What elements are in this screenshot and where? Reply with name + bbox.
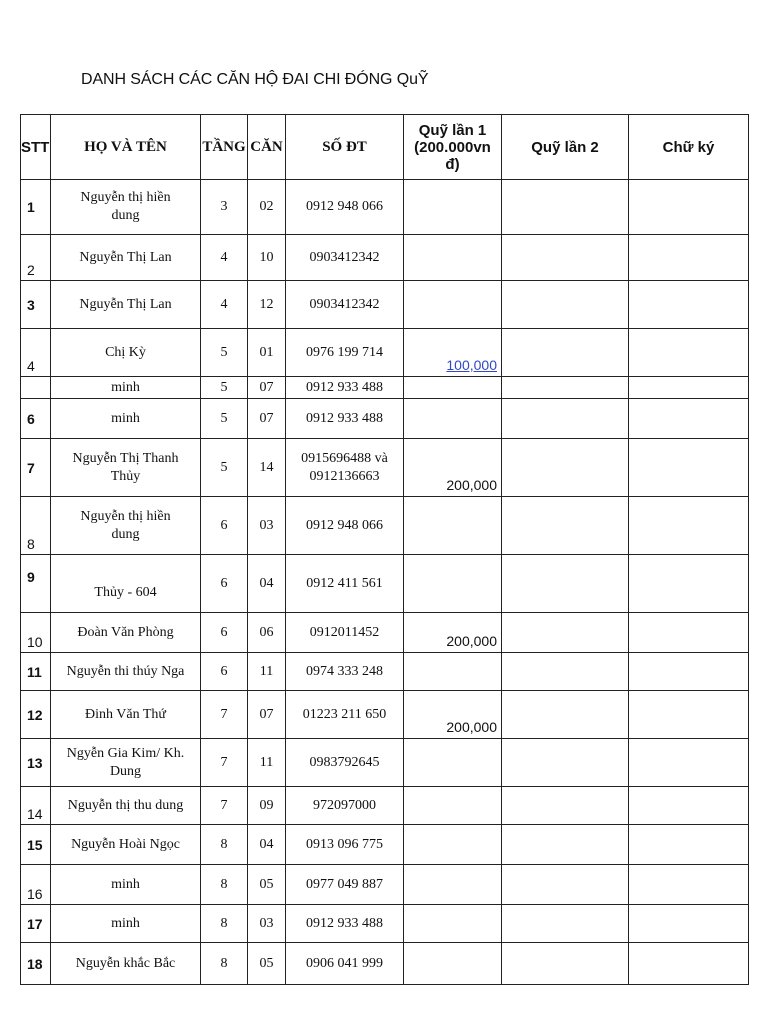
row-phone[interactable]: 0912 933 488 [286,377,404,399]
row-name-line1: Nguyễn thị hiền [80,508,171,524]
row-phone-line2: 0912136663 [309,468,380,484]
row-fund1[interactable] [404,235,502,281]
row-fund1[interactable] [404,865,502,905]
row-fund2[interactable] [502,377,629,399]
row-stt[interactable]: 10 [21,613,51,653]
row-floor[interactable]: 5 [201,329,248,377]
row-name-line2: Dung [109,763,142,779]
row-signature[interactable] [629,739,749,787]
row-apt[interactable]: 03 [248,497,286,555]
row-stt[interactable]: 17 [21,905,51,943]
row-floor[interactable]: 8 [201,825,248,865]
row-stt[interactable]: 15 [21,825,51,865]
row-fund1[interactable]: 200,000 [404,613,502,653]
row-fund2[interactable] [502,497,629,555]
fund1-link[interactable]: 100,000 [446,357,497,373]
row-fund2[interactable] [502,555,629,613]
row-apt[interactable]: 12 [248,281,286,329]
row-fund1[interactable] [404,377,502,399]
row-signature[interactable] [629,329,749,377]
row-name[interactable]: Chị Kỳ [51,329,201,377]
row-name[interactable] [51,497,201,555]
row-phone[interactable]: 0913 096 775 [286,825,404,865]
row-apt[interactable]: 06 [248,613,286,653]
row-apt[interactable]: 05 [248,865,286,905]
header-name[interactable]: HỌ VÀ TÊN [51,115,201,180]
table-row [21,653,749,691]
row-floor[interactable]: 6 [201,613,248,653]
row-name[interactable]: minh [51,865,201,905]
row-fund2[interactable] [502,787,629,825]
row-stt[interactable]: 1 [21,180,51,235]
row-fund1[interactable]: 200,000 [404,691,502,739]
row-apt[interactable]: 03 [248,905,286,943]
row-signature[interactable] [629,905,749,943]
row-floor[interactable]: 6 [201,653,248,691]
row-name[interactable]: Nguyễn khắc Bắc [51,943,201,985]
row-fund2[interactable] [502,329,629,377]
row-floor[interactable]: 6 [201,497,248,555]
row-name[interactable] [51,739,201,787]
row-name-line2: dung [111,208,140,223]
row-phone[interactable]: 0912 933 488 [286,399,404,439]
header-apt[interactable]: CĂN [248,115,286,180]
row-phone[interactable] [286,439,404,497]
header-fund1-line1: Quỹ lần 1 [418,121,487,139]
header-signature[interactable]: Chữ ký [629,115,749,180]
row-signature[interactable] [629,281,749,329]
row-phone[interactable]: 0983792645 [286,739,404,787]
table-row [21,377,749,399]
row-phone[interactable]: 0903412342 [286,235,404,281]
row-signature[interactable] [629,555,749,613]
row-stt[interactable]: 12 [21,691,51,739]
row-fund2[interactable] [502,235,629,281]
table-row [21,613,749,653]
row-fund2[interactable] [502,739,629,787]
row-name[interactable]: Đoàn Văn Phòng [51,613,201,653]
row-fund2[interactable] [502,180,629,235]
row-floor[interactable]: 6 [201,555,248,613]
row-signature[interactable] [629,235,749,281]
row-floor[interactable]: 3 [201,180,248,235]
row-fund1[interactable] [404,180,502,235]
row-name[interactable]: Thủy - 604 [51,555,201,613]
row-signature[interactable] [629,439,749,497]
row-fund2[interactable] [502,691,629,739]
row-name-line2: Thủy [110,468,141,484]
page-title: DANH SÁCH CÁC CĂN HỘ ĐAI CHI ĐÓNG QuỸ [81,71,429,88]
table-row [21,691,749,739]
row-name[interactable]: Đinh Văn Thứ [51,691,201,739]
row-fund2[interactable] [502,943,629,985]
row-name[interactable]: Nguyễn thị thu dung [51,787,201,825]
row-stt[interactable]: 7 [21,439,51,497]
row-floor[interactable]: 4 [201,235,248,281]
row-fund2[interactable] [502,905,629,943]
row-floor[interactable]: 7 [201,691,248,739]
row-phone[interactable]: 0977 049 887 [286,865,404,905]
header-fund2[interactable]: Quỹ lần 2 [502,115,629,180]
row-fund1[interactable] [404,497,502,555]
row-apt[interactable]: 10 [248,235,286,281]
row-signature[interactable] [629,180,749,235]
fund-table [20,114,749,985]
row-stt[interactable]: 18 [21,943,51,985]
row-phone[interactable]: 0906 041 999 [286,943,404,985]
table-row [21,905,749,943]
row-signature[interactable] [629,377,749,399]
row-fund1[interactable] [404,653,502,691]
row-apt[interactable]: 14 [248,439,286,497]
table-row [21,825,749,865]
header-phone[interactable]: SỐ ĐT [286,115,404,180]
row-fund1[interactable] [404,555,502,613]
row-signature[interactable] [629,653,749,691]
row-apt[interactable]: 07 [248,399,286,439]
row-fund1[interactable] [404,787,502,825]
header-floor[interactable]: TẦNG [201,115,248,180]
row-signature[interactable] [629,691,749,739]
row-floor[interactable]: 8 [201,865,248,905]
row-apt[interactable]: 01 [248,329,286,377]
row-phone[interactable]: 0912 411 561 [286,555,404,613]
table-row [21,329,749,377]
row-phone[interactable]: 0912 933 488 [286,905,404,943]
row-floor[interactable]: 8 [201,943,248,985]
row-signature[interactable] [629,787,749,825]
row-fund2[interactable] [502,399,629,439]
row-name[interactable]: minh [51,399,201,439]
header-fund1-line2: (200.000vn [414,138,491,156]
table-row [21,399,749,439]
table-row [21,739,749,787]
row-fund1[interactable] [404,739,502,787]
row-stt[interactable]: 14 [21,787,51,825]
row-name[interactable]: Nguyễn Hoài Ngọc [51,825,201,865]
row-floor[interactable]: 7 [201,787,248,825]
row-stt[interactable]: 9 [21,555,51,613]
table-row [21,235,749,281]
row-stt[interactable] [21,377,51,399]
row-phone[interactable]: 01223 211 650 [286,691,404,739]
row-fund2[interactable] [502,865,629,905]
table-row [21,865,749,905]
row-name[interactable] [51,439,201,497]
row-apt[interactable]: 04 [248,825,286,865]
row-name-line1: Nguyễn thị hiền [80,190,171,205]
row-fund1[interactable] [404,943,502,985]
row-phone[interactable]: 0912 948 066 [286,497,404,555]
row-fund1[interactable] [404,905,502,943]
table-row [21,943,749,985]
row-signature[interactable] [629,613,749,653]
row-stt[interactable]: 2 [21,235,51,281]
row-apt[interactable]: 04 [248,555,286,613]
row-fund2[interactable] [502,439,629,497]
row-fund1[interactable] [404,825,502,865]
header-stt[interactable]: STT [21,115,51,180]
row-floor[interactable]: 5 [201,399,248,439]
table-row [21,787,749,825]
row-floor[interactable]: 8 [201,905,248,943]
row-name[interactable]: minh [51,377,201,399]
row-floor[interactable]: 5 [201,439,248,497]
table-row [21,555,749,613]
row-signature[interactable] [629,497,749,555]
row-fund2[interactable] [502,653,629,691]
row-stt[interactable]: 6 [21,399,51,439]
header-row [21,115,749,180]
row-name-line1: Ngyễn Gia Kim/ Kh. [66,745,185,761]
header-fund1-line3: đ) [445,155,460,173]
row-name[interactable]: minh [51,905,201,943]
row-apt[interactable]: 09 [248,787,286,825]
row-apt[interactable]: 02 [248,180,286,235]
row-phone[interactable]: 0912011452 [286,613,404,653]
row-apt[interactable]: 11 [248,739,286,787]
row-phone[interactable]: 0912 948 066 [286,180,404,235]
table-row [21,281,749,329]
row-stt[interactable]: 13 [21,739,51,787]
row-name[interactable]: Nguyễn Thị Lan [51,281,201,329]
row-phone[interactable]: 0903412342 [286,281,404,329]
row-stt[interactable]: 4 [21,329,51,377]
row-floor[interactable]: 7 [201,739,248,787]
row-fund2[interactable] [502,281,629,329]
row-stt[interactable]: 8 [21,497,51,555]
table-row [21,497,749,555]
row-floor[interactable]: 5 [201,377,248,399]
row-name[interactable]: Nguyễn Thị Lan [51,235,201,281]
row-fund1[interactable] [404,399,502,439]
row-phone-line1: 0915696488 và [301,450,388,466]
table-row [21,180,749,235]
row-name[interactable] [51,180,201,235]
row-apt[interactable]: 05 [248,943,286,985]
row-signature[interactable] [629,943,749,985]
row-fund1[interactable] [404,281,502,329]
row-phone[interactable]: 0974 333 248 [286,653,404,691]
row-apt[interactable]: 07 [248,377,286,399]
row-phone[interactable]: 0976 199 714 [286,329,404,377]
row-name-line2: dung [111,526,140,542]
row-stt[interactable]: 16 [21,865,51,905]
row-fund2[interactable] [502,613,629,653]
row-name[interactable]: Nguyễn thi thúy Nga [51,653,201,691]
row-fund1[interactable]: 200,000 [404,439,502,497]
row-fund1[interactable] [404,329,502,377]
row-signature[interactable] [629,865,749,905]
row-stt[interactable]: 3 [21,281,51,329]
row-floor[interactable]: 4 [201,281,248,329]
row-signature[interactable] [629,825,749,865]
row-stt[interactable]: 11 [21,653,51,691]
row-phone[interactable]: 972097000 [286,787,404,825]
table-row [21,439,749,497]
row-apt[interactable]: 07 [248,691,286,739]
row-signature[interactable] [629,399,749,439]
row-name-line1: Nguyễn Thị Thanh [72,450,179,466]
row-fund2[interactable] [502,825,629,865]
header-fund1[interactable] [404,115,502,180]
row-apt[interactable]: 11 [248,653,286,691]
